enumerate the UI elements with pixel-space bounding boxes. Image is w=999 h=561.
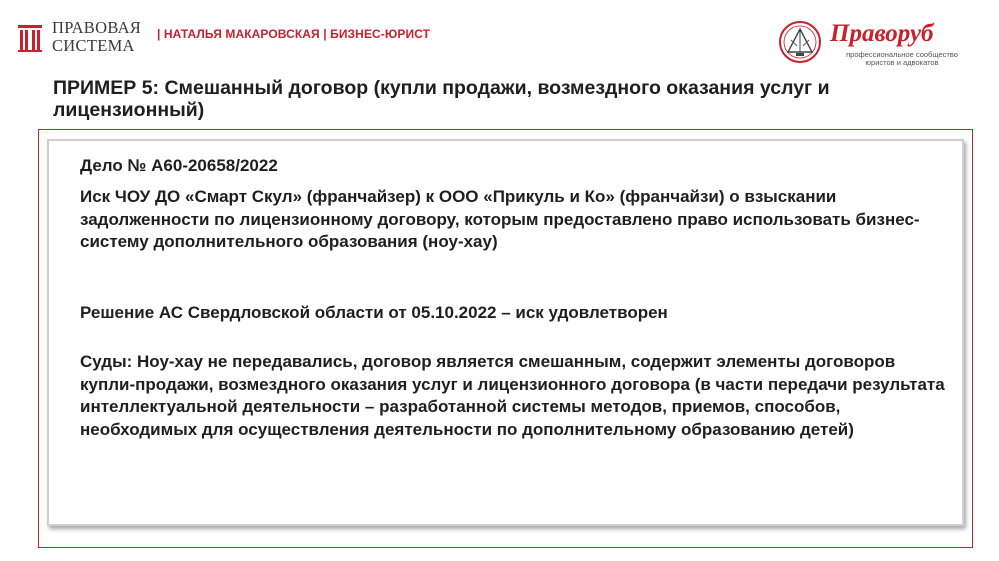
courts-text: Суды: Ноу-хау не передавались, договор является смешанным, содержит элементы договоров купли-продажи, возмездного оказания услуг и лицензионного договора (в части передачи результата интеллектуальной деятельности – разработанной системы методов, приемов, способов, необходимых для осуществления деятельности по дополнительному образованию детей) [80,352,945,439]
decision-text: Решение АС Свердловской области от 05.10.2022 – иск удовлетворен [80,303,668,322]
slide-title: ПРИМЕР 5: Смешанный договор (купли продажи, возмездного оказания услуг и лицензионный) [53,77,830,121]
pravovaya-sistema-logo-icon [14,22,46,54]
brand-line-1: ПРАВОВАЯ [52,18,142,37]
pravorub-emblem-icon [778,20,822,64]
header [0,0,999,70]
pravorub-title: Праворуб [830,20,934,47]
pravorub-subtitle: профессиональное сообщество юристов и адвокатов [846,50,958,67]
author-line: | НАТАЛЬЯ МАКАРОВСКАЯ | БИЗНЕС-ЮРИСТ [157,27,431,41]
brand-name [52,19,141,55]
brand-line-2: СИСТЕМА [52,36,135,55]
case-number: Дело № А60-20658/2022 [80,156,278,175]
pravorub-logo [778,20,978,70]
claim-text: Иск ЧОУ ДО «Смарт Скул» (франчайзер) к ООО «Прикуль и Ко» (франчайзи) о взыскании задолженности по лицензионному договору, которым предоставлено право использовать бизнес-систему дополнительного образования (ноу-хау) [80,187,920,251]
